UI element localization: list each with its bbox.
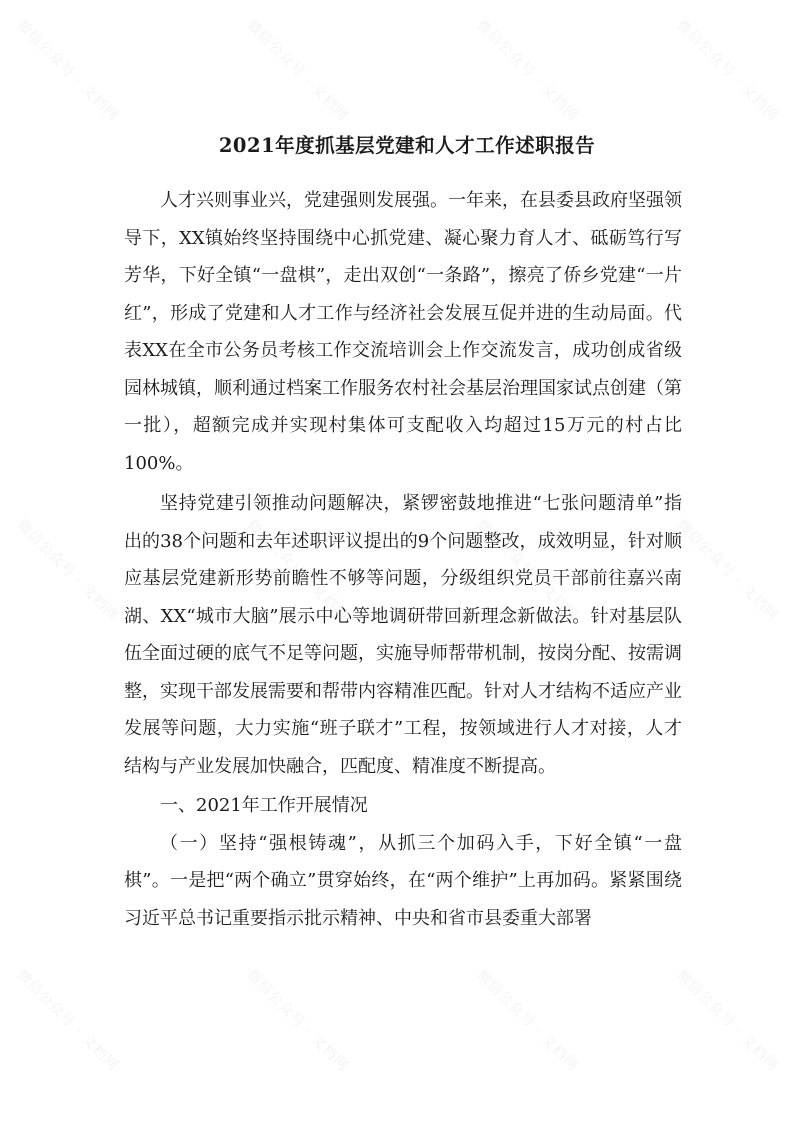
watermark: 微信公众号 · 文档网 bbox=[473, 516, 582, 625]
subsection-paragraph: （一）坚持“强根铸魂”，从抓三个加码入手，下好全镇“一盘棋”。一是把“两个确立”贯穿始终，在“两个维护”上再加码。紧紧围绕习近平总书记重要指示批示精神、中央和省市县委重大部署 bbox=[124, 832, 682, 929]
watermark: 微信公众号 · 文档网 bbox=[13, 16, 122, 125]
document-page bbox=[124, 126, 682, 937]
watermark: 微信公众号 · 文档网 bbox=[673, 966, 782, 1075]
section-heading: 一、2021年工作开展情况 bbox=[160, 795, 368, 816]
watermark: 微信公众号 · 文档网 bbox=[13, 966, 122, 1075]
paragraph-intro: 人才兴则事业兴，党建强则发展强。一年来，在县委县政府坚强领导下，XX镇始终坚持围绕中心抓党建、凝心聚力育人才、砥砺笃行写芳华，下好全镇“一盘棋”，走出双创“一条路”，擦亮了侨乡党建“一片红”，形成了党建和人才工作与经济社会发展互促并进的生动局面。代表XX在全市公务员考核工作交流培训会上作交流发言，成功创成省级园林城镇，顺利通过档案工作服务农村社会基层治理国家试点创建（第一批），超额完成并实现村集体可支配收入均超过15万元的村占比100%。 bbox=[124, 190, 682, 474]
watermark: 微信公众号 · 文档网 bbox=[243, 516, 352, 625]
watermark: 微信公众号 · 文档网 bbox=[13, 516, 122, 625]
watermark: 微信公众号 · 文档网 bbox=[243, 966, 352, 1075]
watermark: 微信公众号 · 文档网 bbox=[243, 16, 352, 125]
watermark: 微信公众号 · 文档网 bbox=[673, 516, 782, 625]
watermark: 微信公众号 · 文档网 bbox=[673, 16, 782, 125]
watermark: 微信公众号 · 文档网 bbox=[473, 16, 582, 125]
paragraph-problem-rectification: 坚持党建引领推动问题解决，紧锣密鼓地推进“七张问题清单”指出的38个问题和去年述职评议提出的9个问题整改，成效明显，针对顺应基层党建新形势前瞻性不够等问题，分级组织党员干部前往嘉兴南湖、XX“城市大脑”展示中心等地调研带回新理念新做法。针对基层队伍全面过硬的底气不足等问题，实施导师帮带机制，按岗分配、按需调整，实现干部发展需要和帮带内容精准匹配。针对人才结构不适应产业发展等问题，大力实施“班子联才”工程，按领域进行人才对接，人才结构与产业发展加快融合，匹配度、精准度不断提高。 bbox=[124, 493, 682, 777]
watermark: 微信公众号 · 文档网 bbox=[473, 966, 582, 1075]
document-title: 2021年度抓基层党建和人才工作述职报告 bbox=[218, 134, 596, 157]
